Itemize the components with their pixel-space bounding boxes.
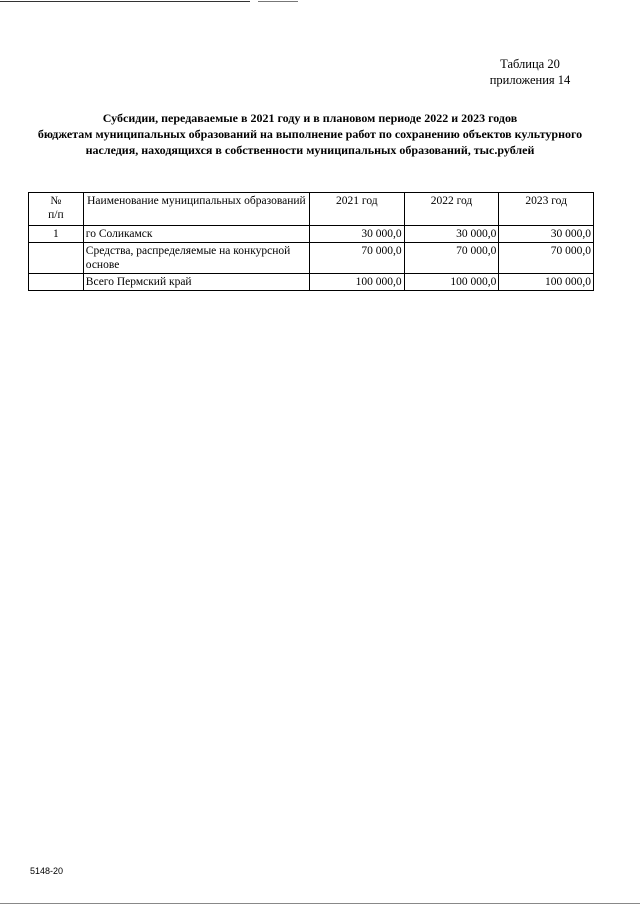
cell-2021: 30 000,0 — [310, 226, 405, 243]
cell-2023: 70 000,0 — [499, 243, 594, 274]
column-header-2023: 2023 год — [499, 193, 594, 226]
cell-number: 1 — [29, 226, 84, 243]
cell-number — [29, 274, 84, 291]
cell-2022: 70 000,0 — [404, 243, 499, 274]
cell-2023: 30 000,0 — [499, 226, 594, 243]
cell-name: Средства, распределяемые на конкурсной основе — [83, 243, 309, 274]
document-title — [20, 110, 600, 158]
cell-2021: 70 000,0 — [310, 243, 405, 274]
cell-name: Всего Пермский край — [83, 274, 309, 291]
table-header-row — [29, 193, 594, 226]
table-row-total — [29, 274, 594, 291]
column-header-name: Наименование муниципальных образований — [83, 193, 309, 226]
column-header-number: № п/п — [29, 193, 84, 226]
table-row — [29, 243, 594, 274]
appendix-number: приложения 14 — [489, 73, 571, 87]
document-code: 5148-20 — [30, 866, 64, 876]
cell-name: го Соликамск — [83, 226, 309, 243]
cell-2021: 100 000,0 — [310, 274, 405, 291]
table-reference — [470, 56, 590, 88]
scan-edge-line — [258, 1, 298, 2]
cell-2023: 100 000,0 — [499, 274, 594, 291]
scan-edge-line — [0, 1, 250, 2]
title-line-2: бюджетам муниципальных образований на выполнение работ по сохранению объектов культурного — [37, 127, 583, 141]
subsidies-table — [28, 192, 594, 291]
column-header-2021: 2021 год — [310, 193, 405, 226]
scan-edge-line — [0, 903, 640, 904]
table-number: Таблица 20 — [500, 57, 560, 71]
cell-2022: 100 000,0 — [404, 274, 499, 291]
column-header-2022: 2022 год — [404, 193, 499, 226]
cell-number — [29, 243, 84, 274]
table-row — [29, 226, 594, 243]
title-line-3: наследия, находящихся в собственности муниципальных образований, тыс.рублей — [85, 143, 535, 157]
title-line-1: Субсидии, передаваемые в 2021 году и в плановом периоде 2022 и 2023 годов — [102, 111, 518, 125]
cell-2022: 30 000,0 — [404, 226, 499, 243]
